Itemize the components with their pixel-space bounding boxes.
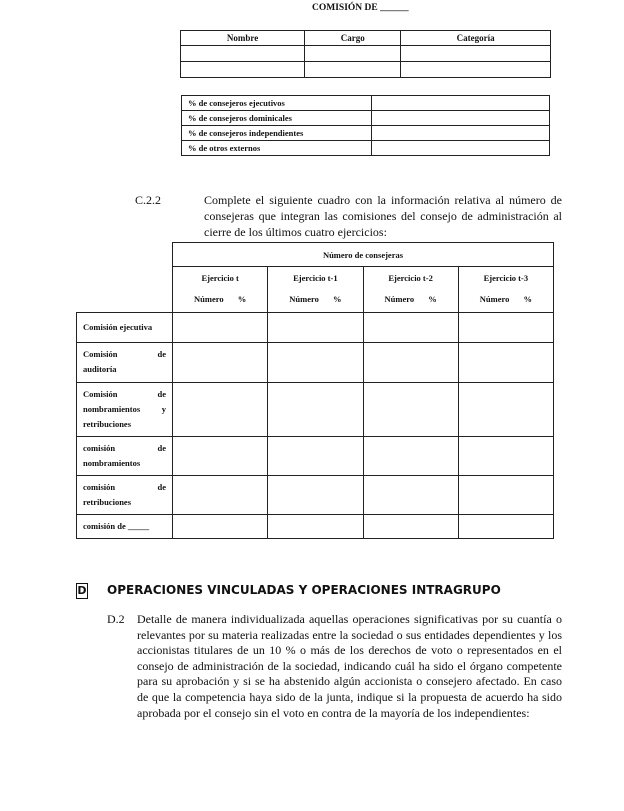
col-sublabels <box>459 294 553 304</box>
row-label-comision-auditoria <box>77 343 173 383</box>
sub-label-numero: Número <box>289 294 319 304</box>
table-cell <box>173 476 268 515</box>
col-label: Ejercicio t-2 <box>388 273 433 283</box>
section-title-d: OPERACIONES VINCULADAS Y OPERACIONES INTRAGRUPO <box>107 583 501 597</box>
table-cell <box>458 343 553 383</box>
percent-table <box>181 95 550 156</box>
col-label: Ejercicio t <box>201 273 239 283</box>
table-cell <box>268 476 363 515</box>
blank-corner <box>77 243 173 313</box>
row-label-text: de <box>157 482 166 492</box>
table-cell <box>181 62 305 78</box>
sub-label-numero: Número <box>479 294 510 304</box>
section-number-d2: D.2 <box>107 612 125 626</box>
sub-label-percent: % <box>428 294 437 304</box>
col-ejercicio-t1 <box>268 267 363 313</box>
row-label-independientes: % de consejeros independientes <box>182 126 372 141</box>
table-cell <box>268 313 363 343</box>
table-cell <box>268 383 363 437</box>
section-text-c22: Complete el siguiente cuadro con la información relativa al número de consejeras que integran las comisiones del consejo de administración al cierre de los últimos cuatro ejercicios: <box>204 193 562 239</box>
table-row <box>77 313 554 343</box>
consejeras-table <box>76 242 554 539</box>
col-label: Ejercicio t-1 <box>293 273 338 283</box>
row-label-comision-otra <box>77 515 173 539</box>
table-row <box>181 46 551 62</box>
sub-label-numero: Número <box>194 294 224 304</box>
sub-label-percent: % <box>523 294 532 304</box>
row-label-text: Comisión <box>83 349 118 359</box>
table-row <box>182 141 550 156</box>
table-cell <box>458 476 553 515</box>
table-cell <box>363 515 458 539</box>
table-cell <box>268 515 363 539</box>
group-header: Número de consejeras <box>173 243 554 267</box>
members-table <box>180 30 551 78</box>
table-cell <box>363 437 458 476</box>
value-cell <box>372 126 550 141</box>
table-cell <box>401 46 551 62</box>
col-header-cargo: Cargo <box>305 31 401 46</box>
row-label-text: y <box>161 404 166 414</box>
row-label-nombramientos-retribuciones <box>77 383 173 437</box>
row-label-text: retribuciones <box>83 497 132 507</box>
col-header-nombre: Nombre <box>181 31 305 46</box>
value-cell <box>372 96 550 111</box>
table-cell <box>458 313 553 343</box>
col-ejercicio-t3 <box>458 267 553 313</box>
row-label-dominicales: % de consejeros dominicales <box>182 111 372 126</box>
table-cell <box>173 343 268 383</box>
comision-title: COMISIÓN DE ______ <box>312 3 409 13</box>
table-row <box>182 96 550 111</box>
row-label-text: comisión de _____ <box>83 521 150 531</box>
col-sublabels <box>173 294 267 304</box>
value-cell <box>372 111 550 126</box>
section-text-d2: Detalle de manera individualizada aquellas operaciones significativas por su cuantía o relevantes por su materia realizadas entre la sociedad o sus entidades dependientes y los accionistas titulares de un 10 % o más de los derechos de voto o representados en el consejo de administración de la sociedad, indicando cuál ha sido el órgano competente para su aprobación y si se ha abstenido algún accionista o consejero afectado. En caso de que la competencia haya sido de la junta, indique si la propuesta de acuerdo ha sido aprobada por el consejo sin el voto en contra de la mayoría de los independientes: <box>137 612 562 720</box>
col-sublabels <box>268 294 362 304</box>
col-ejercicio-t <box>173 267 268 313</box>
table-cell <box>401 62 551 78</box>
row-label-text: de <box>157 349 166 359</box>
table-cell <box>305 46 401 62</box>
col-sublabels <box>364 294 458 304</box>
table-row <box>77 476 554 515</box>
sub-label-percent: % <box>237 294 247 304</box>
table-row <box>77 437 554 476</box>
table-row <box>77 383 554 437</box>
table-cell <box>173 313 268 343</box>
table-cell <box>173 437 268 476</box>
row-label-text: retribuciones <box>83 419 132 429</box>
table-row <box>182 111 550 126</box>
sub-label-numero: Número <box>384 294 415 304</box>
table-cell <box>305 62 401 78</box>
table-row <box>77 515 554 539</box>
table-cell <box>363 476 458 515</box>
row-label-comision-ejecutiva <box>77 313 173 343</box>
table-cell <box>173 383 268 437</box>
row-label-text: nombramientos <box>83 458 141 468</box>
row-label-text: de <box>157 443 166 453</box>
table-cell <box>268 343 363 383</box>
row-label-comision-retribuciones <box>77 476 173 515</box>
value-cell <box>372 141 550 156</box>
table-cell <box>363 383 458 437</box>
row-label-comision-nombramientos <box>77 437 173 476</box>
table-cell <box>173 515 268 539</box>
row-label-text: Comisión ejecutiva <box>83 322 153 332</box>
table-cell <box>458 383 553 437</box>
row-label-text: de <box>157 389 166 399</box>
section-number-c22: C.2.2 <box>135 193 162 207</box>
table-row <box>181 62 551 78</box>
col-label: Ejercicio t-3 <box>483 273 529 283</box>
row-label-otros-externos: % de otros externos <box>182 141 372 156</box>
row-label-text: Comisión <box>83 389 118 399</box>
sub-label-percent: % <box>332 294 342 304</box>
table-cell <box>363 343 458 383</box>
table-cell <box>363 313 458 343</box>
row-label-text: comisión <box>83 443 116 453</box>
table-cell <box>181 46 305 62</box>
table-cell <box>458 515 553 539</box>
row-label-ejecutivos: % de consejeros ejecutivos <box>182 96 372 111</box>
table-row <box>182 126 550 141</box>
table-cell <box>268 437 363 476</box>
row-label-text: auditoría <box>83 364 117 374</box>
col-header-categoria: Categoría <box>401 31 551 46</box>
table-cell <box>458 437 553 476</box>
row-label-text: nombramientos <box>83 404 141 414</box>
row-label-text: comisión <box>83 482 116 492</box>
table-row <box>77 343 554 383</box>
col-ejercicio-t2 <box>363 267 458 313</box>
section-letter-box: D <box>77 584 87 597</box>
